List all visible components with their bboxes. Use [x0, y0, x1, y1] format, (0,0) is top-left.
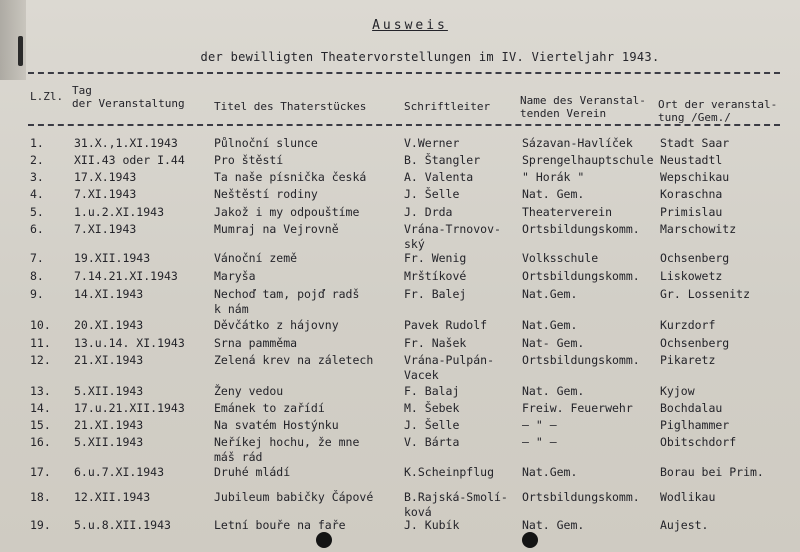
- row-number: 11.: [30, 336, 51, 350]
- row-number: 9.: [30, 287, 44, 301]
- row-organizer: Sprengelhauptschule: [522, 153, 654, 167]
- row-director: B.Rajská-Smolí- ková: [404, 490, 508, 519]
- row-place: Obitschdorf: [660, 435, 737, 449]
- header-bottom-rule: [28, 124, 780, 126]
- punch-hole: [316, 532, 332, 548]
- header-top-rule: [28, 72, 780, 74]
- row-date: 21.XI.1943: [74, 418, 144, 432]
- row-play-title: Mumraj na Vejrovně: [214, 222, 339, 236]
- row-place: Wepschikau: [660, 170, 730, 184]
- row-date: 6.u.7.XI.1943: [74, 465, 165, 479]
- row-director: K.Scheinpflug: [404, 465, 495, 479]
- row-place: Pikaretz: [660, 353, 716, 367]
- row-number: 16.: [30, 435, 51, 449]
- row-organizer: Nat. Gem.: [522, 518, 585, 532]
- row-organizer: Freiw. Feuerwehr: [522, 401, 633, 415]
- row-organizer: Ortsbildungskomm.: [522, 490, 640, 504]
- row-date: 20.XI.1943: [74, 318, 144, 332]
- punch-hole: [522, 532, 538, 548]
- row-play-title: Maryša: [214, 269, 256, 283]
- row-director: Vrána-Trnovov- ský: [404, 222, 501, 251]
- row-number: 5.: [30, 205, 44, 219]
- row-date: 5.XII.1943: [74, 384, 144, 398]
- document-title: Ausweis: [372, 18, 448, 33]
- row-organizer: Ortsbildungskomm.: [522, 269, 640, 283]
- row-play-title: Ženy vedou: [214, 384, 284, 398]
- row-play-title: Jakož i my odpouštíme: [214, 205, 360, 219]
- row-number: 7.: [30, 251, 44, 265]
- row-organizer: Nat.Gem.: [522, 318, 578, 332]
- header-place: Ort der veranstal- tung /Gem./: [658, 98, 778, 124]
- row-organizer: " Horák ": [522, 170, 585, 184]
- row-date: 7.14.21.XI.1943: [74, 269, 178, 283]
- row-play-title: Jubileum babičky Čápové: [214, 490, 374, 504]
- row-place: Koraschna: [660, 187, 723, 201]
- row-number: 8.: [30, 269, 44, 283]
- row-place: Stadt Saar: [660, 136, 730, 150]
- header-play: Titel des Thaterstückes: [214, 100, 367, 113]
- row-organizer: – " –: [522, 435, 557, 449]
- row-place: Kurzdorf: [660, 318, 716, 332]
- row-number: 14.: [30, 401, 51, 415]
- row-organizer: Ortsbildungskomm.: [522, 222, 640, 236]
- row-place: Borau bei Prim.: [660, 465, 764, 479]
- row-director: Fr. Našek: [404, 336, 467, 350]
- row-organizer: Theaterverein: [522, 205, 613, 219]
- row-date: 12.XII.1943: [74, 490, 151, 504]
- row-director: Pavek Rudolf: [404, 318, 488, 332]
- header-date: Tag der Veranstaltung: [72, 84, 185, 110]
- row-director: J. Kubík: [404, 518, 460, 532]
- row-place: Neustadtl: [660, 153, 723, 167]
- row-date: 5.u.8.XII.1943: [74, 518, 171, 532]
- row-play-title: Letní bouře na faře: [214, 518, 346, 532]
- row-place: Kyjow: [660, 384, 695, 398]
- row-organizer: Nat. Gem.: [522, 384, 585, 398]
- row-director: A. Valenta: [404, 170, 474, 184]
- row-number: 19.: [30, 518, 51, 532]
- row-date: 17.X.1943: [74, 170, 137, 184]
- row-number: 15.: [30, 418, 51, 432]
- row-number: 2.: [30, 153, 44, 167]
- row-date: XII.43 oder I.44: [74, 153, 185, 167]
- row-organizer: Nat.Gem.: [522, 465, 578, 479]
- row-date: 5.XII.1943: [74, 435, 144, 449]
- row-date: 19.XII.1943: [74, 251, 151, 265]
- row-place: Wodlikau: [660, 490, 716, 504]
- row-number: 4.: [30, 187, 44, 201]
- row-director: J. Šelle: [404, 187, 460, 201]
- row-number: 1.: [30, 136, 44, 150]
- row-director: M. Šebek: [404, 401, 460, 415]
- row-play-title: Půlnoční slunce: [214, 136, 318, 150]
- header-director: Schriftleiter: [404, 100, 491, 113]
- row-director: V. Bárta: [404, 435, 460, 449]
- row-play-title: Zelená krev na záletech: [214, 353, 374, 367]
- row-place: Ochsenberg: [660, 251, 730, 265]
- row-place: Gr. Lossenitz: [660, 287, 751, 301]
- row-director: B. Štangler: [404, 153, 481, 167]
- row-organizer: Nat- Gem.: [522, 336, 585, 350]
- row-play-title: Neříkej hochu, že mne máš rád: [214, 435, 360, 464]
- row-number: 17.: [30, 465, 51, 479]
- row-director: J. Drda: [404, 205, 453, 219]
- row-organizer: – " –: [522, 418, 557, 432]
- row-date: 7.XI.1943: [74, 222, 137, 236]
- row-date: 7.XI.1943: [74, 187, 137, 201]
- row-number: 10.: [30, 318, 51, 332]
- row-place: Marschowitz: [660, 222, 737, 236]
- row-play-title: Ta naše písnička česká: [214, 170, 367, 184]
- row-organizer: Nat.Gem.: [522, 287, 578, 301]
- row-number: 13.: [30, 384, 51, 398]
- row-play-title: Nechoď tam, pojď radš k nám: [214, 287, 360, 316]
- row-play-title: Srna pamměma: [214, 336, 298, 350]
- row-place: Primislau: [660, 205, 723, 219]
- row-number: 3.: [30, 170, 44, 184]
- row-organizer: Sázavan-Havlíček: [522, 136, 633, 150]
- row-director: Mrštíkové: [404, 269, 467, 283]
- row-director: J. Šelle: [404, 418, 460, 432]
- row-play-title: Pro štěstí: [214, 153, 284, 167]
- row-director: V.Werner: [404, 136, 460, 150]
- row-director: Fr. Wenig: [404, 251, 467, 265]
- row-play-title: Druhé mládí: [214, 465, 291, 479]
- row-place: Liskowetz: [660, 269, 723, 283]
- row-play-title: Vánoční země: [214, 251, 298, 265]
- row-place: Bochdalau: [660, 401, 723, 415]
- row-number: 12.: [30, 353, 51, 367]
- row-play-title: Na svatém Hostýnku: [214, 418, 339, 432]
- row-director: Fr. Balej: [404, 287, 467, 301]
- row-date: 14.XI.1943: [74, 287, 144, 301]
- header-nr: L.Zl.: [30, 90, 64, 103]
- row-organizer: Nat. Gem.: [522, 187, 585, 201]
- row-play-title: Děvčátko z hájovny: [214, 318, 339, 332]
- document-subtitle: der bewilligten Theatervorstellungen im IV. Vierteljahr 1943.: [200, 50, 660, 64]
- row-play-title: Neštěstí rodiny: [214, 187, 318, 201]
- row-director: Vrána-Pulpán- Vacek: [404, 353, 495, 382]
- row-place: Ochsenberg: [660, 336, 730, 350]
- row-number: 18.: [30, 490, 51, 504]
- row-date: 1.u.2.XI.1943: [74, 205, 165, 219]
- row-date: 17.u.21.XII.1943: [74, 401, 185, 415]
- row-place: Piglhammer: [660, 418, 730, 432]
- row-date: 21.XI.1943: [74, 353, 144, 367]
- row-director: F. Balaj: [404, 384, 460, 398]
- row-organizer: Ortsbildungskomm.: [522, 353, 640, 367]
- row-play-title: Emánek to zařídí: [214, 401, 325, 415]
- row-date: 31.X.,1.XI.1943: [74, 136, 178, 150]
- row-date: 13.u.14. XI.1943: [74, 336, 185, 350]
- row-place: Aujest.: [660, 518, 709, 532]
- row-organizer: Volksschule: [522, 251, 599, 265]
- row-number: 6.: [30, 222, 44, 236]
- header-org: Name des Veranstal- tenden Verein: [520, 94, 646, 120]
